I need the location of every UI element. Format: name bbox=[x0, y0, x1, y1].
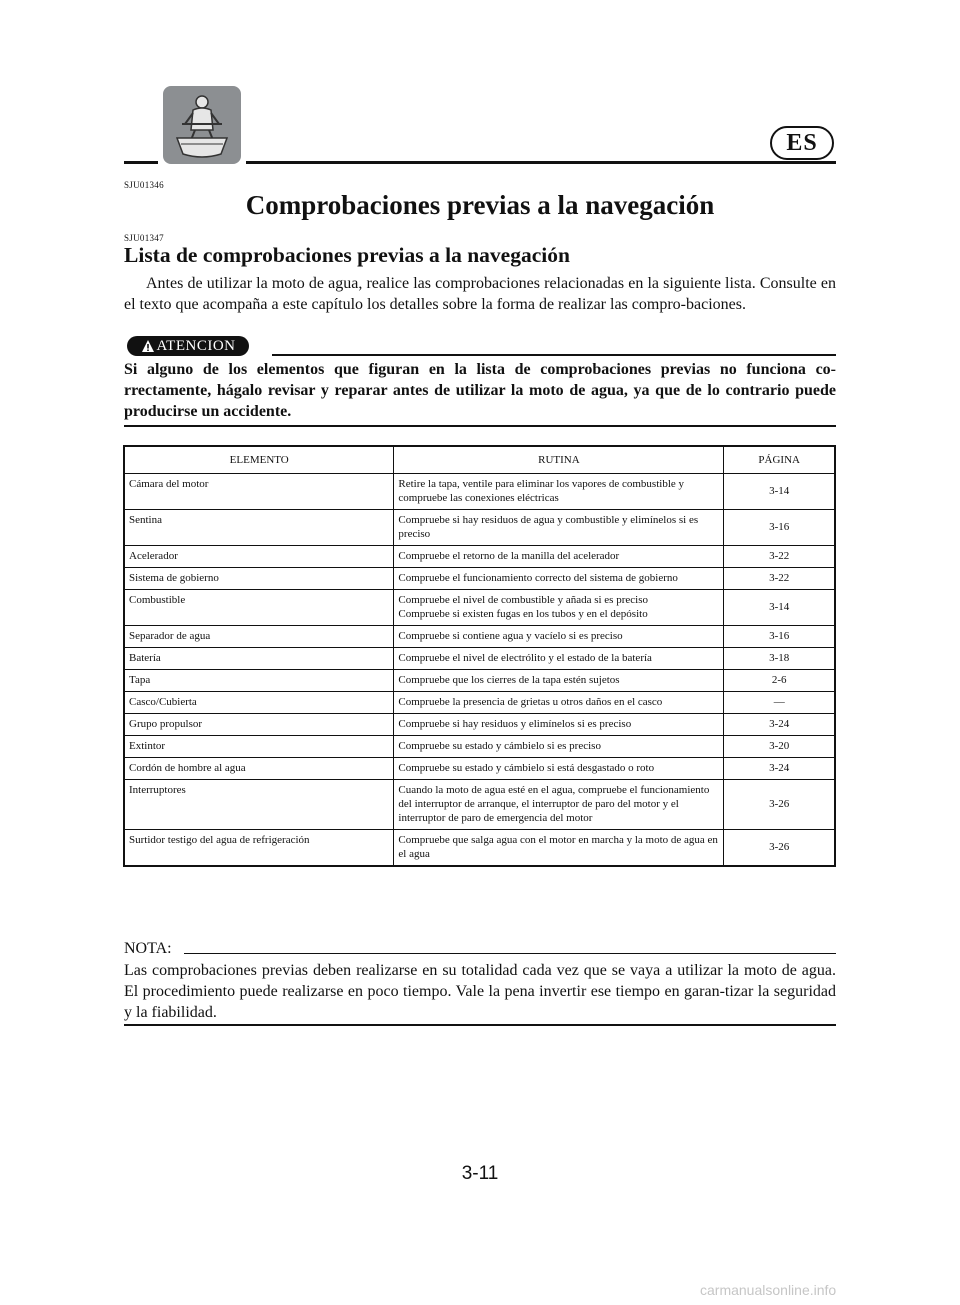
intro-paragraph bbox=[124, 273, 836, 315]
cell-routine: Compruebe que salga agua con el motor en marcha y la moto de agua en el agua bbox=[394, 830, 724, 867]
cell-page: 3-16 bbox=[724, 626, 835, 648]
table-header-row bbox=[124, 446, 835, 474]
cell-routine: Compruebe el retorno de la manilla del acelerador bbox=[394, 546, 724, 568]
cell-routine: Compruebe si contiene agua y vacíelo si es preciso bbox=[394, 626, 724, 648]
cell-item: Cordón de hombre al agua bbox=[124, 758, 394, 780]
cell-page: — bbox=[724, 692, 835, 714]
cell-page: 3-18 bbox=[724, 648, 835, 670]
cell-routine: Compruebe la presencia de grietas u otros daños en el casco bbox=[394, 692, 724, 714]
table-row bbox=[124, 714, 835, 736]
table-row bbox=[124, 648, 835, 670]
cell-routine: Compruebe el funcionamiento correcto del sistema de gobierno bbox=[394, 568, 724, 590]
table-row bbox=[124, 830, 835, 867]
cell-routine: Compruebe su estado y cámbielo si es preciso bbox=[394, 736, 724, 758]
cell-page: 3-22 bbox=[724, 568, 835, 590]
warning-label: ATENCION bbox=[156, 337, 236, 354]
warning-rule bbox=[272, 354, 836, 356]
cell-page: 3-22 bbox=[724, 546, 835, 568]
cell-routine: Retire la tapa, ventile para eliminar los vapores de combustible y compruebe las conexiones eléctricas bbox=[394, 474, 724, 510]
table-row bbox=[124, 626, 835, 648]
cell-routine: Compruebe el nivel de electrólito y el estado de la batería bbox=[394, 648, 724, 670]
header-rule-right bbox=[246, 161, 836, 164]
col-header-page: PÁGINA bbox=[724, 446, 835, 474]
note-text: Las comprobaciones previas deben realizarse en su totalidad cada vez que se vaya a utilizar la moto de agua. El procedimiento puede realizarse en poco tiempo. Vale la pena invertir ese tiempo en garan-tizar la seguridad y la fiabilidad. bbox=[124, 962, 836, 1021]
table-row bbox=[124, 474, 835, 510]
table-row bbox=[124, 568, 835, 590]
page-title: Comprobaciones previas a la navegación bbox=[245, 190, 715, 220]
cell-item: Separador de agua bbox=[124, 626, 394, 648]
cell-item: Acelerador bbox=[124, 546, 394, 568]
section-heading: Lista de comprobaciones previas a la navegación bbox=[124, 243, 570, 267]
table-row bbox=[124, 780, 835, 830]
table-row bbox=[124, 590, 835, 626]
cell-item: Combustible bbox=[124, 590, 394, 626]
warning-badge bbox=[127, 336, 249, 356]
cell-routine: Compruebe el nivel de combustible y añada si es preciso Compruebe si existen fugas en los tubos y en el depósito bbox=[394, 590, 724, 626]
note-label: NOTA: bbox=[124, 940, 172, 957]
cell-item: Tapa bbox=[124, 670, 394, 692]
note-rule bbox=[184, 953, 836, 954]
checklist-table bbox=[123, 445, 836, 867]
col-header-item: ELEMENTO bbox=[124, 446, 394, 474]
cell-routine: Compruebe su estado y cámbielo si está desgastado o roto bbox=[394, 758, 724, 780]
cell-item: Sentina bbox=[124, 510, 394, 546]
cell-page: 3-24 bbox=[724, 714, 835, 736]
cell-page: 3-26 bbox=[724, 830, 835, 867]
cell-item: Sistema de gobierno bbox=[124, 568, 394, 590]
header-rule-left bbox=[124, 161, 158, 164]
cell-page: 3-20 bbox=[724, 736, 835, 758]
cell-routine: Compruebe si hay residuos de agua y combustible y elimínelos si es preciso bbox=[394, 510, 724, 546]
cell-item: Casco/Cubierta bbox=[124, 692, 394, 714]
cell-item: Batería bbox=[124, 648, 394, 670]
language-badge: ES bbox=[770, 126, 834, 160]
table-row bbox=[124, 758, 835, 780]
cell-routine: Compruebe que los cierres de la tapa estén sujetos bbox=[394, 670, 724, 692]
table-row bbox=[124, 736, 835, 758]
watercraft-rider-icon bbox=[163, 86, 241, 164]
cell-page: 3-14 bbox=[724, 590, 835, 626]
cell-page: 3-16 bbox=[724, 510, 835, 546]
table-row bbox=[124, 670, 835, 692]
table-row bbox=[124, 692, 835, 714]
cell-page: 3-24 bbox=[724, 758, 835, 780]
warning-triangle-icon bbox=[141, 339, 155, 353]
cell-item: Cámara del motor bbox=[124, 474, 394, 510]
table-row bbox=[124, 510, 835, 546]
note-bottom-rule bbox=[124, 1024, 836, 1026]
cell-page: 2-6 bbox=[724, 670, 835, 692]
cell-routine: Compruebe si hay residuos y elimínelos si es preciso bbox=[394, 714, 724, 736]
table-row bbox=[124, 546, 835, 568]
cell-page: 3-14 bbox=[724, 474, 835, 510]
cell-routine: Cuando la moto de agua esté en el agua, compruebe el funcionamiento del interruptor de arranque, el interruptor de paro del motor y el interruptor de paro de emergencia del motor bbox=[394, 780, 724, 830]
cell-item: Interruptores bbox=[124, 780, 394, 830]
cell-item: Extintor bbox=[124, 736, 394, 758]
subsection-code: SJU01347 bbox=[124, 233, 164, 243]
section-code: SJU01346 bbox=[124, 180, 164, 190]
watermark: carmanualsonline.info bbox=[700, 1282, 837, 1298]
cell-page: 3-26 bbox=[724, 780, 835, 830]
warning-text: Si alguno de los elementos que figuran en la lista de comprobaciones previas no funciona co-rrectamente, hágalo revisar y reparar antes de utilizar la moto de agua, ya que de lo contrario puede producirse un accidente. bbox=[124, 361, 836, 420]
col-header-routine: RUTINA bbox=[394, 446, 724, 474]
page-number: 3-11 bbox=[461, 1163, 499, 1184]
intro-text: Antes de utilizar la moto de agua, realice las comprobaciones relacionadas en la siguiente lista. Consulte en el texto que acompaña a este capítulo los detalles sobre la forma de realizar las compro-baciones. bbox=[124, 275, 836, 313]
cell-item: Grupo propulsor bbox=[124, 714, 394, 736]
warning-bottom-rule bbox=[124, 425, 836, 427]
cell-item: Surtidor testigo del agua de refrigeración bbox=[124, 830, 394, 867]
